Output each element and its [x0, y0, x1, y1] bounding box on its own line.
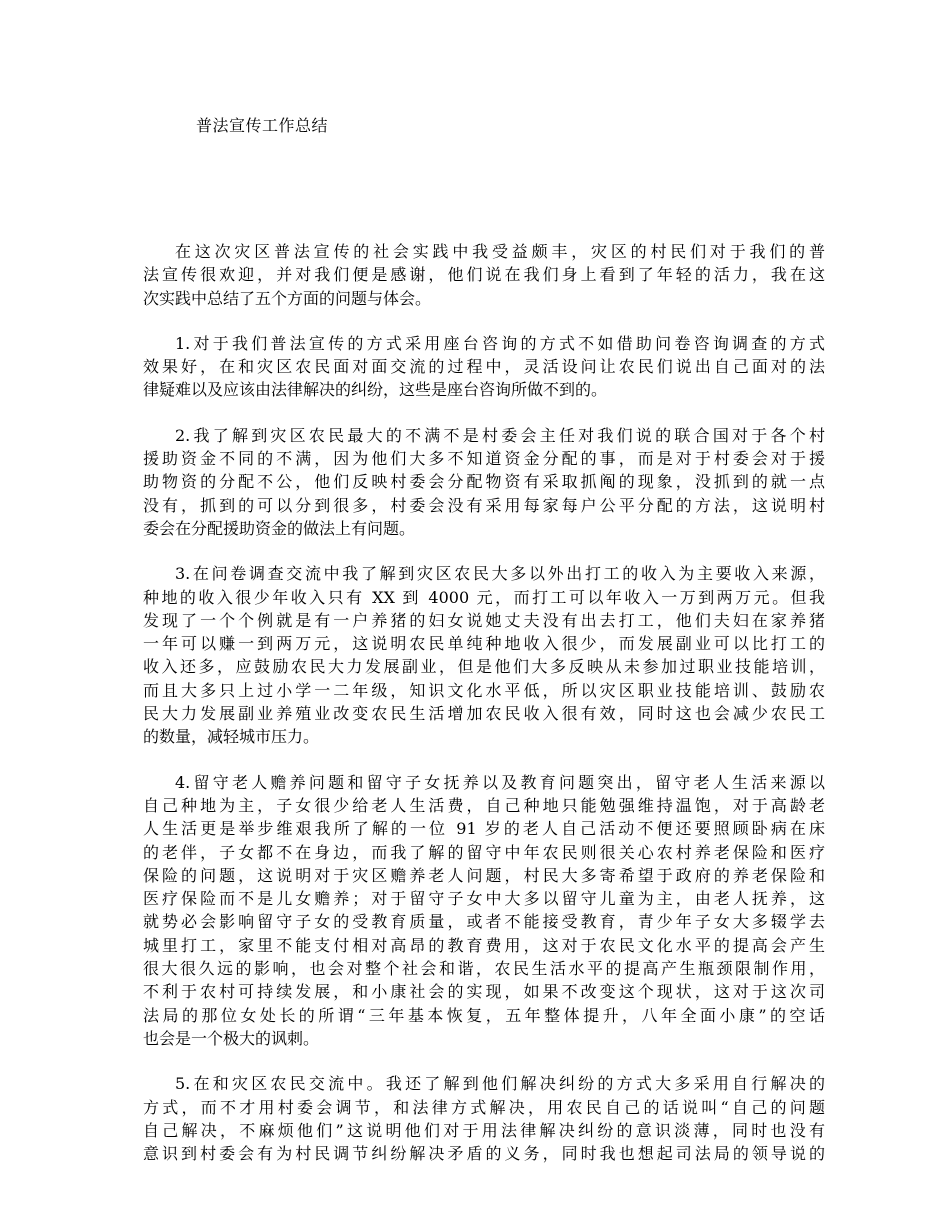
paragraph-line: 援助资金不同的不满，因为他们大多不知道资金分配的事，而是对于村委会对于援	[143, 449, 825, 469]
paragraph-6	[143, 1072, 825, 1165]
paragraph-line: 次实践中总结了五个方面的问题与体会。	[143, 288, 432, 308]
paragraph-line: 法宣传很欢迎，并对我们便是感谢，他们说在我们身上看到了年轻的活力，我在这	[143, 265, 825, 285]
paragraph-line: 5.在和灾区农民交流中。我还了解到他们解决纠纷的方式大多采用自行解决的	[175, 1074, 825, 1094]
paragraph-line: 方式，而不才用村委会调节，和法律方式解决，用农民自己的话说叫“自己的问题	[143, 1097, 825, 1117]
paragraph-line: 城里打工，家里不能支付相对高昂的教育费用，这对于农民文化水平的提高会产生	[143, 935, 825, 955]
paragraph-line: 律疑难以及应该由法律解决的纠纷，这些是座台咨询所做不到的。	[143, 380, 608, 400]
paragraph-line: 就势必会影响留守子女的受教育质量，或者不能接受教育，青少年子女大多辍学去	[143, 912, 825, 932]
paragraph-line: 3.在问卷调查交流中我了解到灾区农民大多以外出打工的收入为主要收入来源，	[175, 564, 825, 584]
paragraph-line: 的老伴，子女都不在身边，而我了解的留守中年农民则很关心农村养老保险和医疗	[143, 842, 825, 862]
document-body	[143, 240, 825, 1187]
paragraph-line: 很大很久远的影响，也会对整个社会和谐，农民生活水平的提高产生瓶颈限制作用，	[143, 959, 825, 979]
paragraph-line: 意识到村委会有为村民调节纠纷解决矛盾的义务，同时我也想起司法局的领导说的	[143, 1144, 825, 1164]
paragraph-line: 4.留守老人赡养问题和留守子女抚养以及教育问题突出，留守老人生活来源以	[175, 772, 825, 792]
paragraph-5	[143, 771, 825, 1051]
paragraph-line: 也会是一个极大的讽刺。	[143, 1028, 320, 1048]
paragraph-line: 不利于农村可持续发展，和小康社会的实现，如果不改变这个现状，这对于这次司	[143, 982, 825, 1002]
paragraph-line: 没有，抓到的可以分到很多，村委会没有采用每家每户公平分配的方法，这说明村	[143, 495, 825, 515]
paragraph-line: 助物资的分配不公，他们反映村委会分配物资有采取抓阄的现象，没抓到的就一点	[143, 472, 825, 492]
paragraph-line: 保险的问题，这说明对于灾区赡养老人问题，村民大多寄希望于政府的养老保险和	[143, 865, 825, 885]
paragraph-line: 而且大多只上过小学一二年级，知识文化水平低，所以灾区职业技能培训、鼓励农	[143, 680, 825, 700]
paragraph-line: 2.我了解到灾区农民最大的不满不是村委会主任对我们说的联合国对于各个村	[175, 425, 825, 445]
paragraph-line: 种地的收入很少年收入只有 XX 到 4000 元，而打工可以年收入一万到两万元。但我	[143, 587, 825, 607]
paragraph-line: 自己种地为主，子女很少给老人生活费，自己种地只能勉强维持温饱，对于高龄老	[143, 795, 825, 815]
paragraph-line: 委会在分配援助资金的做法上有问题。	[143, 518, 416, 538]
paragraph-line: 效果好，在和灾区农民面对面交流的过程中，灵活设问让农民们说出自己面对的法	[143, 357, 825, 377]
paragraph-line: 医疗保险而不是儿女赡养；对于留守子女中大多以留守儿童为主，由老人抚养，这	[143, 889, 825, 909]
paragraph-3	[143, 424, 825, 540]
paragraph-line: 1.对于我们普法宣传的方式采用座台咨询的方式不如借助问卷咨询调查的方式	[175, 333, 825, 353]
document-title: 普法宣传工作总结	[196, 116, 329, 135]
paragraph-line: 一年可以赚一到两万元，这说明农民单纯种地收入很少，而发展副业可以比打工的	[143, 634, 825, 654]
paragraph-line: 发现了一个个例就是有一户养猪的妇女说她丈夫没有出去打工，他们夫妇在家养猪	[143, 610, 825, 630]
paragraph-2	[143, 332, 825, 402]
paragraph-1	[143, 240, 825, 310]
paragraph-4	[143, 562, 825, 748]
paragraph-line: 收入还多，应鼓励农民大力发展副业，但是他们大多反映从未参加过职业技能培训，	[143, 657, 825, 677]
paragraph-line: 民大力发展副业养殖业改变农民生活增加农民收入很有效，同时这也会减少农民工	[143, 704, 825, 724]
paragraph-line: 人生活更是举步维艰我所了解的一位 91 岁的老人自己活动不便还要照顾卧病在床	[143, 819, 825, 839]
paragraph-line: 法局的那位女处长的所谓“三年基本恢复，五年整体提升，八年全面小康”的空话	[143, 1005, 825, 1025]
paragraph-line: 的数量，减轻城市压力。	[143, 727, 320, 747]
paragraph-line: 在这次灾区普法宣传的社会实践中我受益颇丰，灾区的村民们对于我们的普	[175, 242, 825, 261]
paragraph-line: 自己解决，不麻烦他们”这说明他们对于用法律解决纠纷的意识淡薄，同时也没有	[143, 1120, 825, 1140]
